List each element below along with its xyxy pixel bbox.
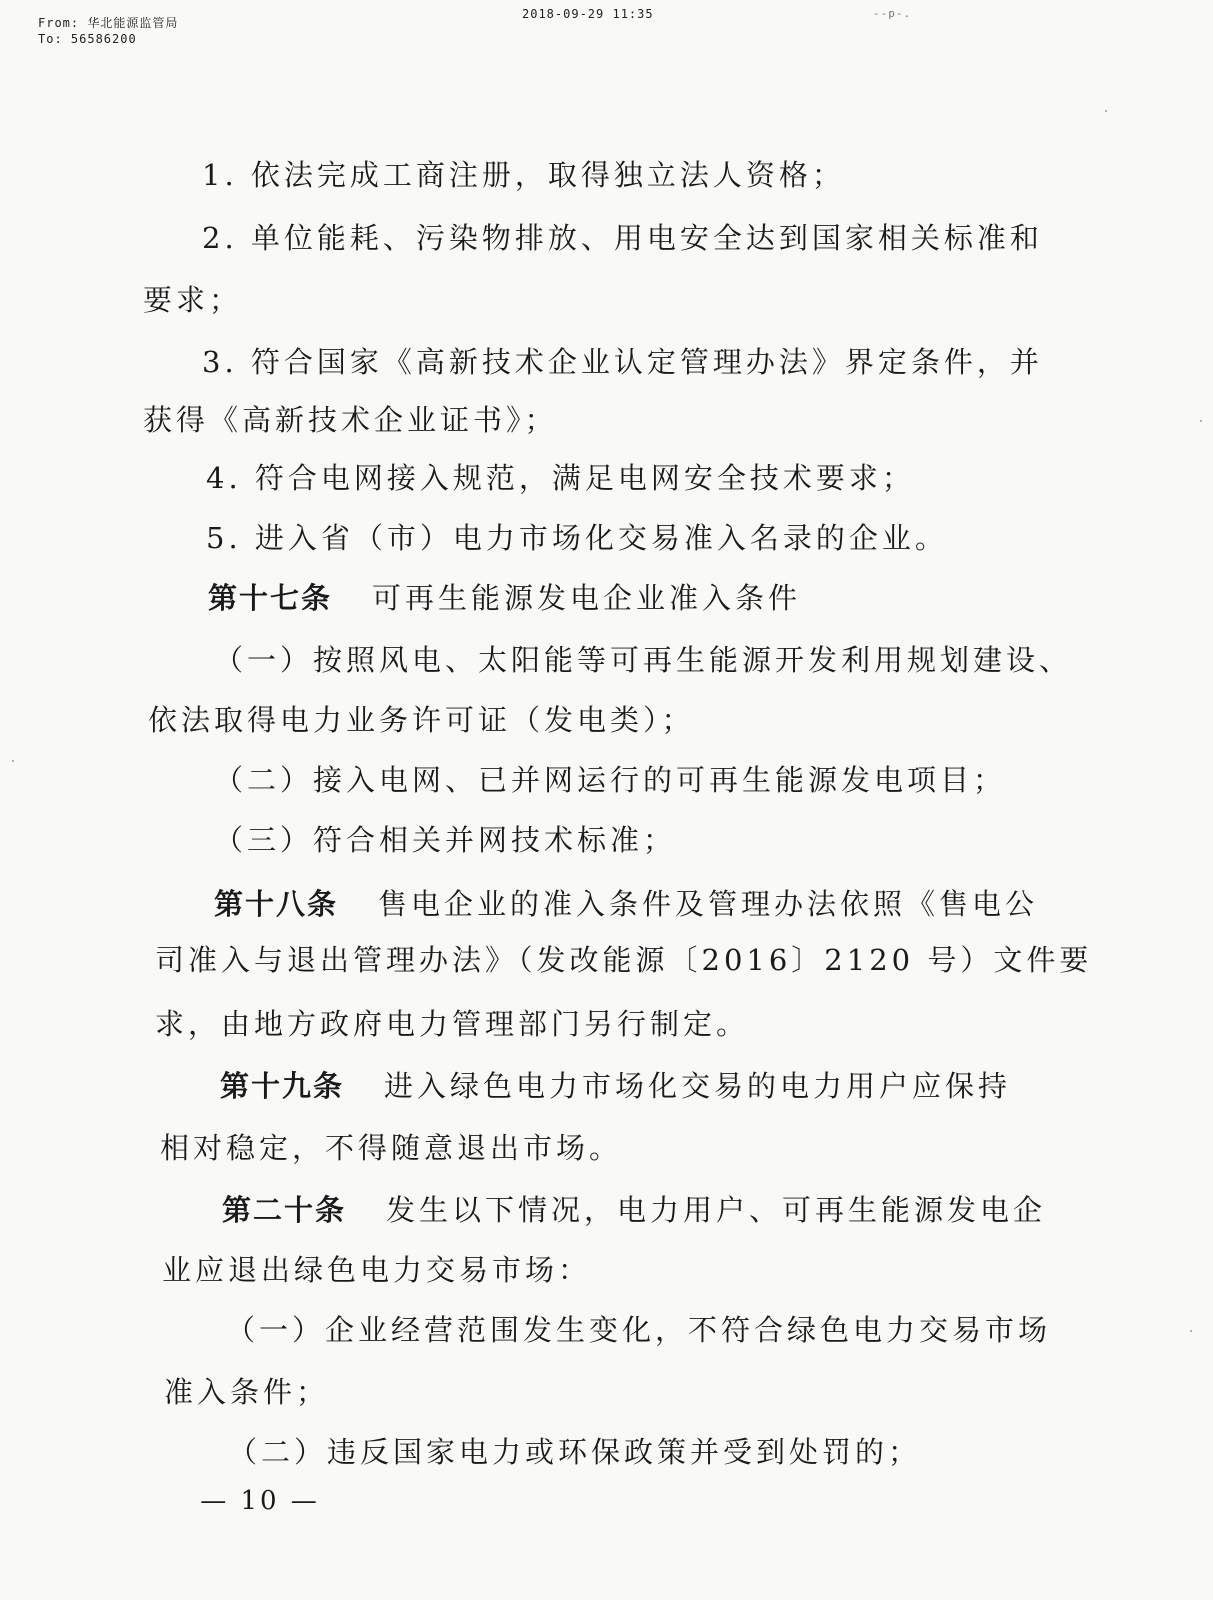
fax-to: To: 56586200	[38, 32, 137, 46]
line-text: （一）按照风电、太阳能等可再生能源开发利用规划建设、	[214, 643, 1073, 677]
line-text: （三）符合相关并网技术标准；	[214, 823, 677, 857]
text-line	[208, 578, 801, 618]
line-text: 依法取得电力业务许可证（发电类）；	[148, 703, 695, 737]
fax-header-sender	[38, 15, 178, 47]
scan-speck	[1200, 420, 1202, 422]
line-text: 发生以下情况，电力用户、可再生能源发电企	[386, 1193, 1047, 1227]
line-text: 可再生能源发电企业准入条件	[372, 581, 802, 615]
text-line	[164, 1372, 329, 1412]
text-line	[220, 1066, 1011, 1106]
fax-from: From: 华北能源监管局	[38, 16, 179, 30]
line-text: 相对稳定，不得随意退出市场。	[160, 1131, 623, 1165]
article-heading: 第二十条	[222, 1193, 347, 1227]
text-line	[148, 700, 695, 740]
line-text: 业应退出绿色电力交易市场：	[162, 1253, 592, 1287]
scan-speck	[1105, 110, 1107, 112]
fax-timestamp: 2018-09-29 11:35	[522, 7, 654, 21]
text-line	[214, 884, 1038, 924]
text-line	[162, 1250, 591, 1290]
page-number: — 10 —	[200, 1486, 320, 1516]
scan-speck	[1190, 1330, 1192, 1332]
text-line	[202, 342, 1043, 382]
fax-page-marker: --p-.	[873, 7, 912, 20]
text-line	[143, 400, 558, 440]
text-line	[214, 760, 1006, 800]
line-text: （一）企业经营范围发生变化，不符合绿色电力交易市场	[226, 1313, 1052, 1347]
text-line	[214, 820, 676, 860]
text-line	[228, 1432, 921, 1472]
line-text: 获得《高新技术企业证书》；	[143, 403, 558, 437]
scan-speck	[12, 760, 14, 762]
text-line	[202, 218, 1043, 258]
text-line	[202, 155, 845, 195]
text-line	[160, 1128, 622, 1168]
text-line	[143, 280, 242, 320]
line-text: 3. 符合国家《高新技术企业认定管理办法》界定条件，并	[202, 345, 1043, 379]
text-line	[206, 458, 915, 498]
text-line	[155, 1004, 749, 1044]
article-heading: 第十八条	[214, 887, 339, 921]
line-text: 4. 符合电网接入规范，满足电网安全技术要求；	[206, 461, 915, 495]
text-line	[206, 518, 948, 558]
line-text: 进入绿色电力市场化交易的电力用户应保持	[384, 1069, 1012, 1103]
line-text: 要求；	[143, 283, 243, 317]
text-line	[155, 940, 1092, 980]
line-text: （二）违反国家电力或环保政策并受到处罚的；	[228, 1435, 922, 1469]
line-text: 2. 单位能耗、污染物排放、用电安全达到国家相关标准和	[202, 221, 1043, 255]
text-line	[222, 1190, 1046, 1230]
text-line	[214, 640, 1072, 680]
text-line	[226, 1310, 1051, 1350]
line-text: 司准入与退出管理办法》（发改能源〔2016〕2120 号）文件要	[155, 943, 1093, 977]
line-text: 售电企业的准入条件及管理办法依照《售电公	[378, 887, 1039, 921]
line-text: 求，由地方政府电力管理部门另行制定。	[155, 1007, 750, 1041]
line-text: 5. 进入省（市）电力市场化交易准入名录的企业。	[206, 521, 948, 555]
article-heading: 第十九条	[220, 1069, 345, 1103]
line-text: （二）接入电网、已并网运行的可再生能源发电项目；	[214, 763, 1007, 797]
article-heading: 第十七条	[208, 581, 333, 615]
line-text: 1. 依法完成工商注册，取得独立法人资格；	[202, 158, 845, 192]
line-text: 准入条件；	[164, 1375, 330, 1409]
